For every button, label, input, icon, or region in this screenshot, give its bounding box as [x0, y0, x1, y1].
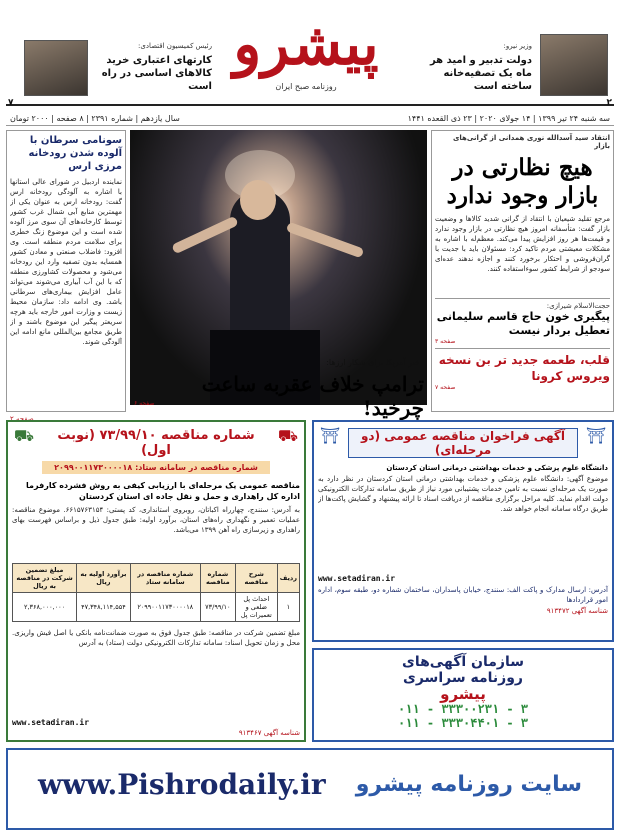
tender-table [12, 563, 300, 622]
table-cell: ۲۰۹۹۰۰۱۱۷۳۰۰۰۰۱۸ [130, 593, 200, 622]
roads-ad-intro: مناقصه عمومی یک مرحله‌ای با ارزیابی کیفی به روش فشرده کارفرما اداره کل راهداری و حمل و نقل جاده ای استان کردستان [26, 481, 300, 501]
roads-ad-body: به آدرس: سنندج، چهارراه اکباتان، روبروی استانداری، کد پستی: ۶۶۱۵۷۶۳۱۵۴. موضوع مناقصه: عملیات تعمیر و نگهداری راه‌های استان، برآورد اولیه: طبق جدول ذیل و براساس فهرست بهای راهداری و زیرسازی راه آهن ۱۳۹۹ می‌باشد. [12, 506, 300, 534]
center-page: صفحه ۶ [134, 400, 155, 407]
university-logo-icon: ⛩ [585, 426, 607, 445]
date-info: سه شنبه ۲۴ تیر ۱۳۹۹ | ۱۴ جولای ۲۰۲۰ | ۲۳ ذی القعده ۱۴۴۱ [407, 114, 610, 123]
newspaper-logo[interactable]: پیشرو [233, 10, 379, 78]
university-ad-title[interactable]: آگهی فراخوان مناقصه عمومی (دو مرحله‌ای) [348, 428, 578, 458]
red-headline[interactable]: قلب، طعمه جدید تر بن نسخه ویروس کرونا [435, 348, 610, 384]
right-kicker: انتقاد سید آسدالله نوری همدانی از گرانی‌های بازار [452, 134, 610, 150]
col-header: شماره مناقصه [200, 564, 235, 593]
table-cell: ۴۷,۳۴۸,۱۱۴,۵۵۴ [77, 593, 131, 622]
tender-ad-university [312, 420, 614, 642]
left-caption: رئیس کمیسیون اقتصادی: [138, 42, 212, 50]
right-headline[interactable]: هیچ نظارتی در بازار وجود ندارد [446, 154, 599, 209]
ministry-logo-icon: ⛩ [319, 426, 341, 445]
ads-org-brand: پیشرو [440, 685, 486, 703]
col-header: شماره مناقصه در سامانه ستاد [130, 564, 200, 593]
masthead [6, 6, 614, 106]
table-cell: احداث پل ضلعی و تعمیرات پل [235, 593, 277, 622]
sub-kicker: حجت‌الاسلام شیرازی: [435, 298, 610, 310]
university-ad-address: آدرس: ارسال مدارک و پاکت الف: سنندج، خیابان پاسداران، ساختمان شماره دو، طبقه سوم، اداره امور قراردادها [318, 586, 608, 604]
table-cell: ۱ [277, 593, 299, 622]
university-name: دانشگاه علوم پزشکی و خدمات بهداشتی درمانی استان کردستان [386, 464, 608, 472]
ads-org-line2: روزنامه سراسری [403, 670, 523, 686]
table-row [13, 593, 300, 622]
col-header: شرح مناقصه [235, 564, 277, 593]
sub-page: صفحه ۳ [435, 338, 456, 345]
website-label: سایت روزنامه پیشرو [355, 772, 582, 797]
left-story-page: صفحه ۲ [10, 415, 34, 423]
roads-ad-footer: مبلغ تضمین شرکت در مناقصه: طبق جدول فوق به صورت ضمانت‌نامه بانکی یا اصل فیش واریزی. محل و زمان تحویل اسناد: سامانه تدارکات الکترونیکی دولت (ستاد) به آدرس [12, 629, 300, 647]
mp-photo [24, 40, 88, 96]
university-ad-id: شناسه آگهی ۹۱۳۴۷۲ [546, 607, 608, 615]
right-body: مرجع تقلید شیعیان با انتقاد از گرانی شدید کالاها و وضعیت بازار گفت: متأسفانه امروز هیچ نظارتی در بازار وجود ندارد و قیمت‌ها هر روز افزایش پیدا می‌کند. معظم‌له با اشاره به مشکلات معیشتی مردم تاکید کرد: مسئولان باید با جدیت با گران‌فروشی و احتکار برخورد کنند و اجازه ندهند عده‌ای سودجو از شرایط کشور سوءاستفاده کنند. [435, 215, 610, 273]
left-page-number: ۷ [8, 98, 14, 108]
table-cell: ۷۳/۹۹/۱۰ [200, 593, 235, 622]
right-page-number: ۲ [606, 98, 612, 108]
tender-ad-roads [6, 420, 306, 742]
ads-organization-box [312, 648, 614, 742]
issue-info-bar [6, 112, 614, 126]
right-column [431, 130, 614, 412]
left-story-body: نماینده اردبیل در شورای عالی استانها با اشاره به آلودگی رودخانه ارس گفت: رودخانه ارس به عنوان یکی از مهمترین منابع آبی شمال غرب کشور توسط کارخانه‌های آن سوی مرز آلوده شده است و این موضوع زنگ خطری برای سلامت مردم منطقه است. وی افزود: فاضلاب صنعتی و معادن کشور همسایه بدون تصفیه وارد این رودخانه می‌شود و محصولات کشاورزی منطقه که با این آب آبیاری می‌شوند می‌تواند عامل افزایش بیماری‌های سرطانی باشد. وی ادامه داد: سازمان محیط زیست و وزارت امور خارجه باید هرچه سریعتر پیگیر این موضوع باشند و از طریق مجامع بین‌المللی مانع ادامه این آلودگی شوند. [10, 178, 122, 346]
ads-org-line1: سازمان آگهی‌های [402, 654, 524, 670]
issue-number: سال یازدهم | شماره ۲۳۹۱ | ۸ صفحه | ۲۰۰۰ تومان [10, 114, 180, 123]
university-ad-site[interactable]: www.setadiran.ir [318, 574, 396, 583]
roads-logo-icon: ⛟ [277, 426, 299, 445]
website-banner[interactable] [6, 748, 614, 830]
minister-photo [540, 34, 608, 96]
col-header: ردیف [277, 564, 299, 593]
col-header: برآورد اولیه به ریال [77, 564, 131, 593]
roads-ad-id: شناسه آگهی ۹۱۳۴۶۷ [238, 729, 300, 737]
col-header: مبلغ تضمین شرکت در مناقصه به ریال [13, 564, 77, 593]
center-caption: خبر آمریکا برای شکار ارزها: [326, 358, 420, 367]
roads-ad-site[interactable]: www.setadiran.ir [12, 718, 90, 727]
website-url[interactable]: www.Pishrodaily.ir [38, 768, 326, 801]
sub-headline[interactable]: پیگیری خون حاج قاسم سلیمانی تعطیل بردار نیست [436, 310, 610, 337]
center-headline[interactable]: ترامپ خلاف عقربه ساعت چرخید! [201, 372, 424, 420]
left-story [6, 130, 126, 423]
right-headline[interactable]: دولت تدبیر و امید هر ماه یک تصفیه‌خانه ساخته است [429, 55, 532, 92]
university-ad-body: موضوع آگهی: دانشگاه علوم پزشکی و خدمات بهداشتی درمانی استان کردستان در نظر دارد به صورت یک مرحله‌ای نسبت به تامین خدمات پشتیبانی مورد نیاز از طریق سامانه تدارکات الکترونیکی دولت اقدام نماید. کلیه مراحل برگزاری مناقصه از دریافت اسناد تا ارائه پیشنهاد و گشایش پاکت‌ها از طریق درگاه سامانه انجام خواهد شد. [318, 475, 608, 513]
ads-phone-2[interactable]: ۰۱۱ - ۳۳۳۰۴۴۰۱ - ۳ [397, 716, 529, 730]
roads-ad-title[interactable]: شماره مناقصه ۷۳/۹۹/۱۰ (نوبت اول) [57, 428, 255, 458]
logo-subtitle: روزنامه صبح ایران [275, 82, 337, 91]
red-page: صفحه ۷ [435, 384, 456, 391]
table-cell: ۲,۳۶۸,۰۰۰,۰۰۰ [13, 593, 77, 622]
setad-number: شماره مناقصه در سامانه ستاد: ۲۰۹۹۰۰۱۱۷۳۰۰۰۰۱۸ [42, 461, 270, 474]
right-caption: وزیر نیرو: [503, 42, 532, 50]
left-story-title[interactable]: سونامی سرطان با آلوده شدن رودخانه مرزی ارس [28, 135, 122, 172]
left-headline[interactable]: کارتهای اعتباری خرید کالاهای اساسی در راه است [101, 55, 212, 92]
ads-phone-1[interactable]: ۰۱۱ - ۳۳۳۰۰۲۳۱ - ۳ [397, 702, 529, 716]
roads-emblem-icon: ⛟ [13, 426, 35, 445]
